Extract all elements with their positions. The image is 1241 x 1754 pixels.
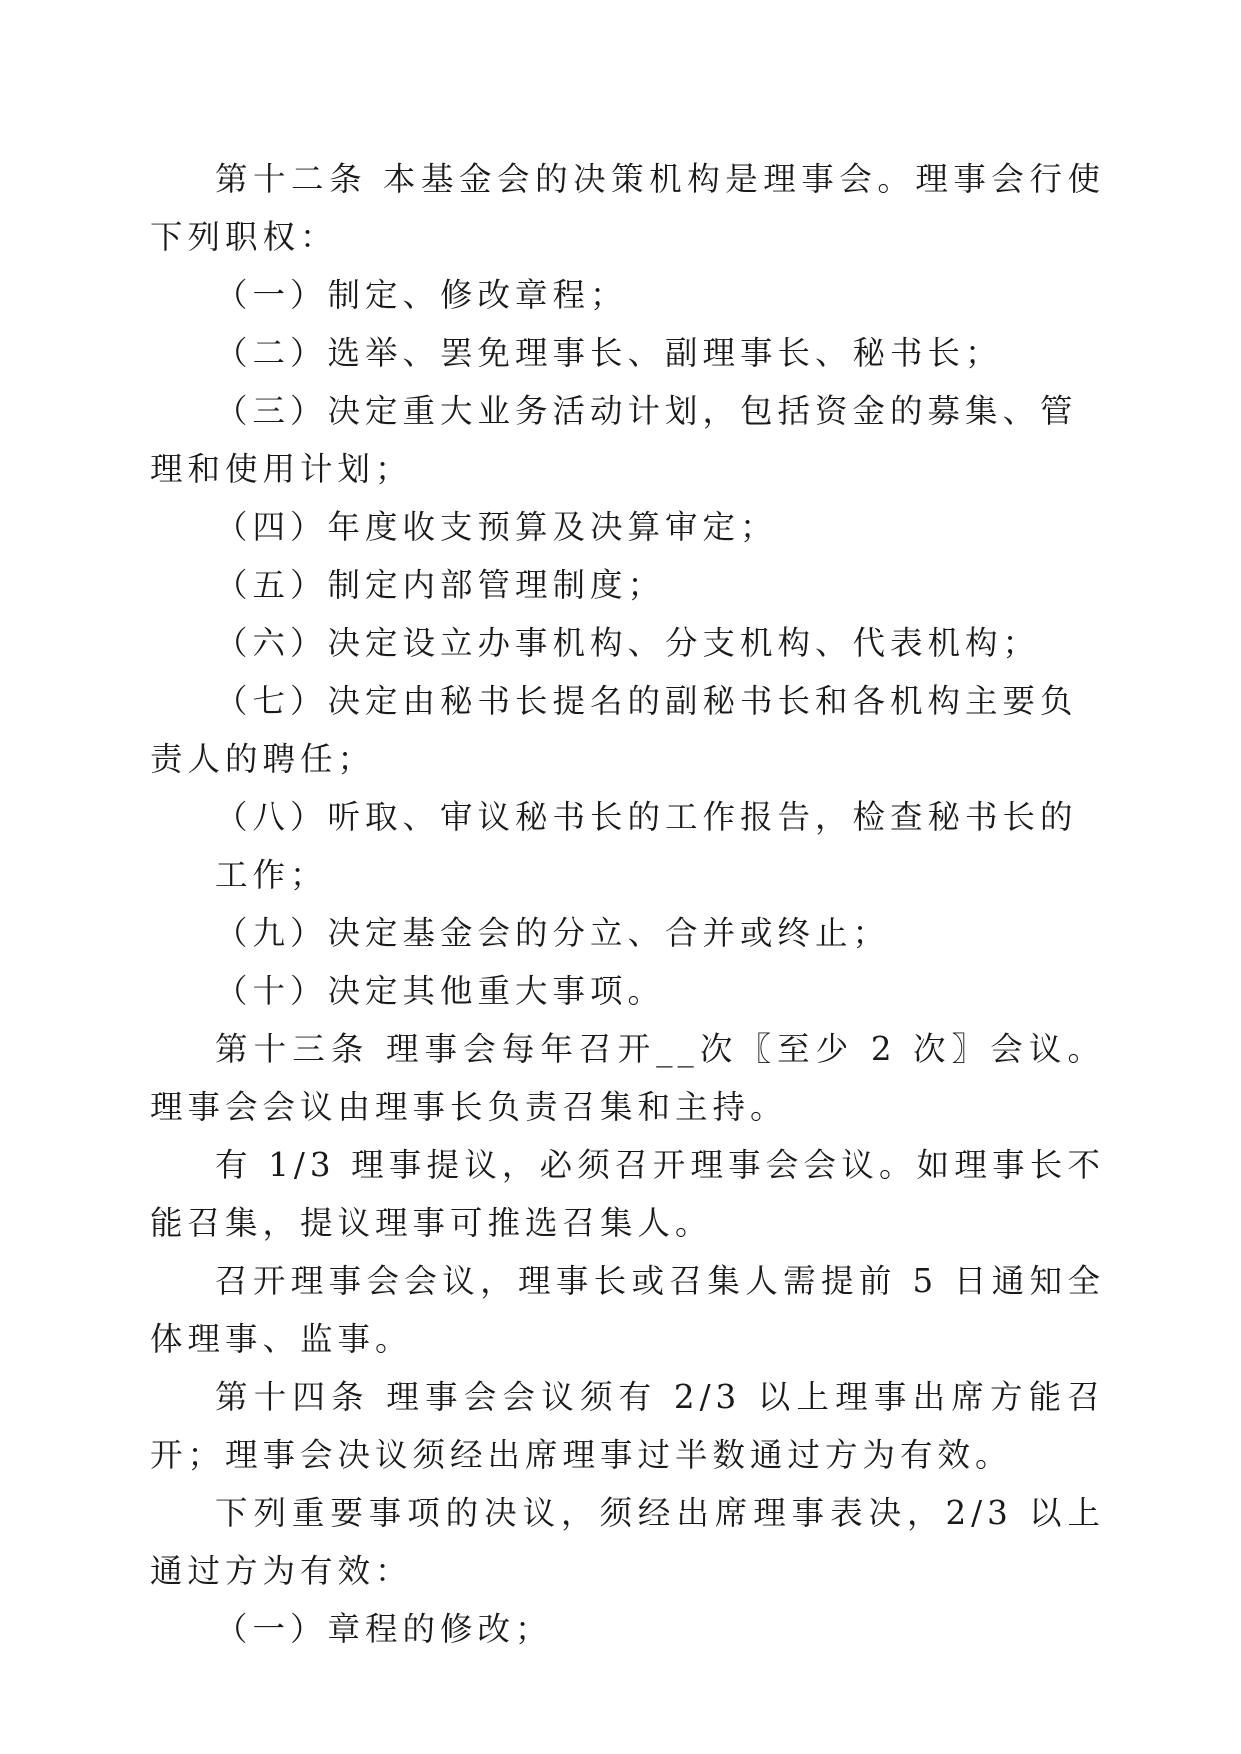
article-12-item-10: （十）决定其他重大事项。 [215,972,666,1010]
article-12-item-2: （二）选举、罢免理事长、副理事长、秘书长； [215,334,1003,372]
article-12-item-8: （八）听取、审议秘书长的工作报告，检查秘书长的工作； [215,798,1078,894]
article-12-item-5: （五）制定内部管理制度； [215,566,666,604]
article-13-paragraph-3: 召开理事会会议，理事长或召集人需提前 5 日通知全体理事、监事。 [150,1262,1105,1358]
article-12-item-7: （七）决定由秘书长提名的副秘书长和各机构主要负责人的聘任； [150,682,1078,778]
article-13-paragraph-2: 有 1/3 理事提议，必须召开理事会会议。如理事长不能召集，提议理事可推选召集人。 [150,1146,1105,1242]
article-12-item-1: （一）制定、修改章程； [215,276,628,314]
document-body [150,150,1105,1658]
article-13-intro: 第十三条 理事会每年召开__次〖至少 2 次〗会议。理事会会议由理事长负责召集和主持。 [150,1030,1105,1126]
article-12-item-4: （四）年度收支预算及决算审定； [215,508,778,546]
article-14-item-1: （一）章程的修改； [215,1610,553,1648]
article-14-paragraph-2: 下列重要事项的决议，须经出席理事表决，2/3 以上通过方为有效： [150,1494,1105,1590]
article-12-intro: 第十二条 本基金会的决策机构是理事会。理事会行使下列职权： [150,160,1105,256]
article-12-item-9: （九）决定基金会的分立、合并或终止； [215,914,891,952]
article-14-intro: 第十四条 理事会会议须有 2/3 以上理事出席方能召开；理事会决议须经出席理事过半数通过方为有效。 [150,1378,1105,1474]
article-12-item-6: （六）决定设立办事机构、分支机构、代表机构； [215,624,1041,662]
article-12-item-3: （三）决定重大业务活动计划，包括资金的募集、管理和使用计划； [150,392,1078,488]
